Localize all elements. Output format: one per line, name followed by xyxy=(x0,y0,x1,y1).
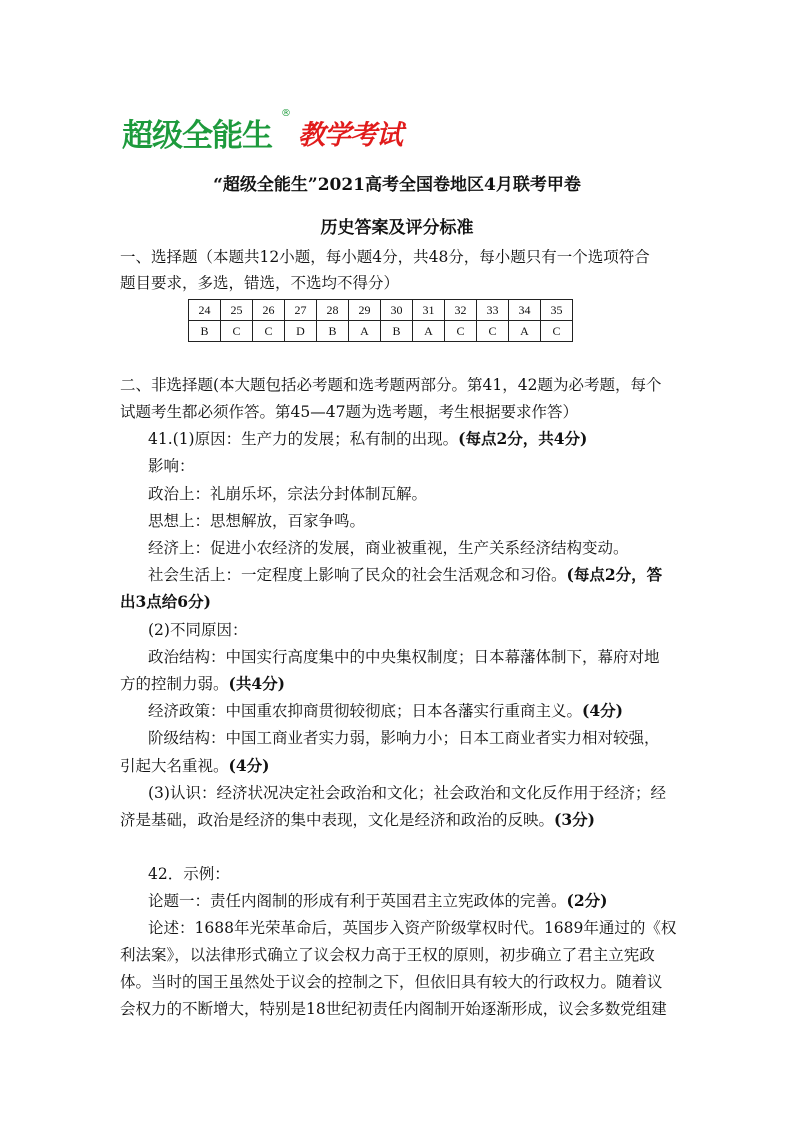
q41-understanding-score: (3分) xyxy=(554,810,595,829)
q41-class-structure-cont-text: 引起大名重视。 xyxy=(120,757,229,775)
answer-letter: D xyxy=(285,321,317,342)
answer-letter: C xyxy=(253,321,285,342)
q41-class-structure: 阶级结构：中国工商业者实力弱，影响力小；日本工商业者实力相对较强， xyxy=(148,729,660,747)
answer-letter: C xyxy=(541,321,573,342)
question-number: 32 xyxy=(445,300,477,321)
q41-class-structure-score: (4分) xyxy=(228,756,270,775)
q42-topic-text: 论题一：责任内阁制的形成有利于英国君主立宪政体的完善。 xyxy=(148,892,567,910)
answer-letter: B xyxy=(189,321,221,342)
q41-social-text: 社会生活上：一定程度上影响了民众的社会生活观念和习俗。 xyxy=(148,566,567,584)
q41-social xyxy=(148,563,662,585)
answer-table xyxy=(188,299,573,342)
section1-heading: 一、选择题（本题共12小题，每小题4分，共48分，每小题只有一个选项符合 xyxy=(120,248,650,266)
q41-class-structure-cont xyxy=(120,754,269,776)
answer-letter: B xyxy=(381,321,413,342)
question-number: 26 xyxy=(253,300,285,321)
answer-letter: A xyxy=(349,321,381,342)
answer-letter: C xyxy=(477,321,509,342)
q41-politics: 政治上：礼崩乐坏，宗法分封体制瓦解。 xyxy=(148,485,428,503)
q42-topic xyxy=(148,889,607,911)
question-number: 25 xyxy=(221,300,253,321)
answer-letter: B xyxy=(317,321,349,342)
q41-reason-score: (每点2分，共4分) xyxy=(458,429,588,448)
q42-example-label: 42．示例： xyxy=(148,865,230,883)
q41-understanding-cont-text: 济是基础，政治是经济的集中表现，文化是经济和政治的反映。 xyxy=(120,811,555,829)
q41-reason xyxy=(148,427,587,449)
question-number: 34 xyxy=(509,300,541,321)
q42-argument-line-3: 体。当时的国王虽然处于议会的控制之下，但依旧具有较大的行政权力。随着议 xyxy=(120,973,663,991)
question-number: 28 xyxy=(317,300,349,321)
answer-letter: A xyxy=(413,321,445,342)
q41-political-structure-score: (共4分) xyxy=(228,674,285,693)
question-number: 33 xyxy=(477,300,509,321)
q41-impact-label: 影响： xyxy=(148,457,195,475)
q41-understanding: (3)认识：经济状况决定社会政治和文化；社会政治和文化反作用于经济；经 xyxy=(148,784,666,802)
q42-argument-line-4: 会权力的不断增大，特别是18世纪初责任内阁制开始逐渐形成，议会多数党组建 xyxy=(120,1000,667,1018)
document-title: “超级全能生”2021高考全国卷地区4月联考甲卷 xyxy=(213,175,581,195)
logo-subtitle-text: 教学考试 xyxy=(298,120,402,151)
q42-argument-line-2: 利法案》，以法律形式确立了议会权力高于王权的原则，初步确立了君主立宪政 xyxy=(120,946,655,964)
q41-economic-policy xyxy=(148,699,623,721)
section2-heading: 二、非选择题(本大题包括必考题和选考题两部分。第41，42题为必考题，每个 xyxy=(120,376,662,394)
answer-table-answers-row xyxy=(189,321,573,342)
q41-reason-text: 41.(1)原因：生产力的发展；私有制的出现。 xyxy=(148,430,459,448)
answer-letter: C xyxy=(221,321,253,342)
logo xyxy=(122,106,442,154)
question-number: 30 xyxy=(381,300,413,321)
section1-heading-cont: 题目要求，多选，错选，不选均不得分） xyxy=(120,274,400,292)
q41-political-structure: 政治结构：中国实行高度集中的中央集权制度；日本幕藩体制下，幕府对地 xyxy=(148,648,660,666)
document-subtitle: 历史答案及评分标准 xyxy=(320,218,474,238)
q41-social-score-cont-text: 出3点给6分) xyxy=(120,592,211,611)
logo-brand-text: 超级全能生 xyxy=(122,118,272,154)
q41-understanding-cont xyxy=(120,808,595,830)
question-number: 29 xyxy=(349,300,381,321)
q42-argument-line-1: 论述：1688年光荣革命后，英国步入资产阶级掌权时代。1689年通过的《权 xyxy=(148,919,677,937)
q42-topic-score: (2分) xyxy=(566,891,608,910)
q41-part2-label: (2)不同原因： xyxy=(148,621,248,639)
q41-social-score: (每点2分，答 xyxy=(566,565,663,584)
question-number: 27 xyxy=(285,300,317,321)
question-number: 35 xyxy=(541,300,573,321)
q41-economic-policy-score: (4分) xyxy=(582,701,623,720)
q41-economic-policy-text: 经济政策：中国重农抑商贯彻较彻底；日本各藩实行重商主义。 xyxy=(148,702,583,720)
q41-political-structure-cont xyxy=(120,672,285,694)
answer-letter: A xyxy=(509,321,541,342)
answer-letter: C xyxy=(445,321,477,342)
q41-thought: 思想上：思想解放，百家争鸣。 xyxy=(148,512,366,530)
q41-social-score-cont xyxy=(120,590,211,612)
q41-economy: 经济上：促进小农经济的发展，商业被重视，生产关系经济结构变动。 xyxy=(148,539,629,557)
section2-heading-cont: 试题考生都必须作答。第45—47题为选考题，考生根据要求作答） xyxy=(120,403,578,421)
question-number: 24 xyxy=(189,300,221,321)
question-number: 31 xyxy=(413,300,445,321)
answer-table-numbers-row xyxy=(189,300,573,321)
logo-registered-mark: ® xyxy=(281,108,291,119)
q41-political-structure-cont-text: 方的控制力弱。 xyxy=(120,675,229,693)
